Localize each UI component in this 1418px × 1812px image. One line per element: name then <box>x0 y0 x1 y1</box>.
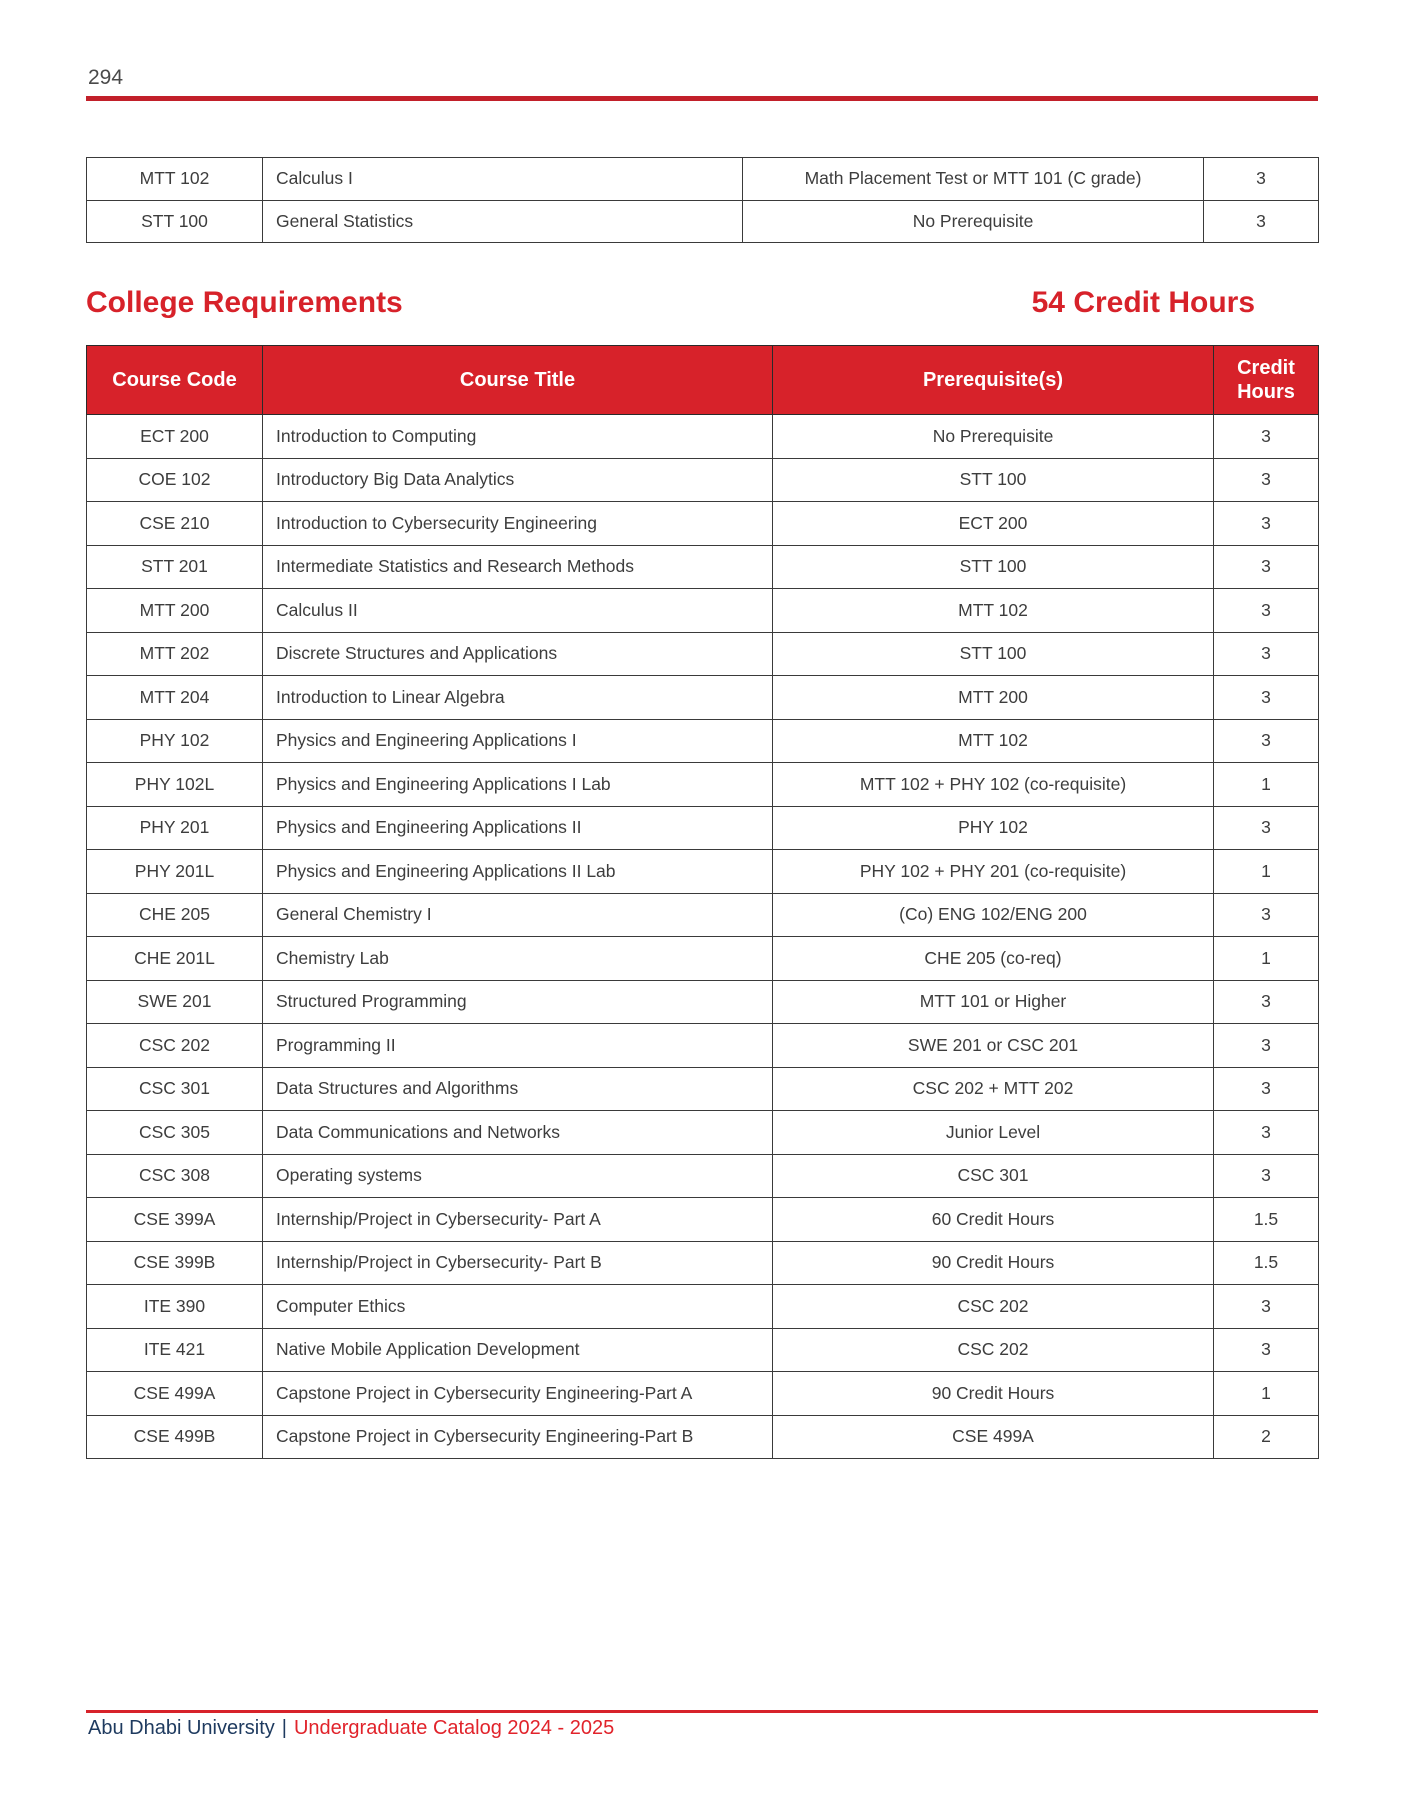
course-code-cell: PHY 201L <box>87 850 263 894</box>
table-row <box>87 1241 1319 1285</box>
credit-hours-cell: 1 <box>1214 850 1319 894</box>
course-title-cell: Operating systems <box>263 1154 773 1198</box>
prerequisite-cell: SWE 201 or CSC 201 <box>773 1024 1214 1068</box>
credit-hours-cell: 2 <box>1214 1415 1319 1459</box>
course-code-cell: CSE 499A <box>87 1372 263 1416</box>
table-row <box>87 1154 1319 1198</box>
course-code-cell: STT 100 <box>87 200 263 243</box>
table-row <box>87 632 1319 676</box>
credit-hours-cell: 3 <box>1214 806 1319 850</box>
course-title-cell: Physics and Engineering Applications I Lab <box>263 763 773 807</box>
course-code-cell: MTT 202 <box>87 632 263 676</box>
table-row <box>87 1198 1319 1242</box>
prerequisite-cell: MTT 102 <box>773 719 1214 763</box>
course-title-cell: Calculus II <box>263 589 773 633</box>
course-title-cell: Introduction to Cybersecurity Engineering <box>263 502 773 546</box>
course-title-cell: Introductory Big Data Analytics <box>263 458 773 502</box>
table-row <box>87 1415 1319 1459</box>
course-code-cell: MTT 204 <box>87 676 263 720</box>
credit-hours-cell: 3 <box>1214 1154 1319 1198</box>
prerequisite-cell: MTT 102 + PHY 102 (co-requisite) <box>773 763 1214 807</box>
credit-hours-cell: 1 <box>1214 763 1319 807</box>
prerequisite-cell: 90 Credit Hours <box>773 1241 1214 1285</box>
prerequisite-cell: CSC 202 <box>773 1285 1214 1329</box>
course-title-cell: Physics and Engineering Applications I <box>263 719 773 763</box>
prerequisite-cell: PHY 102 <box>773 806 1214 850</box>
credit-hours-cell: 3 <box>1214 502 1319 546</box>
credit-hours-cell: 3 <box>1214 589 1319 633</box>
page-footer <box>88 1717 614 1740</box>
course-title-cell: Introduction to Computing <box>263 415 773 459</box>
table-row <box>87 850 1319 894</box>
course-title-cell: Data Structures and Algorithms <box>263 1067 773 1111</box>
table-row <box>87 1024 1319 1068</box>
credit-hours-cell: 3 <box>1204 200 1319 243</box>
course-code-cell: CSE 210 <box>87 502 263 546</box>
carryover-course-table <box>86 157 1319 243</box>
course-code-cell: PHY 102L <box>87 763 263 807</box>
course-code-cell: CSC 301 <box>87 1067 263 1111</box>
course-code-cell: CHE 201L <box>87 937 263 981</box>
course-code-cell: MTT 102 <box>87 158 263 201</box>
credit-hours-cell: 3 <box>1214 458 1319 502</box>
course-code-cell: CHE 205 <box>87 893 263 937</box>
credit-hours-cell: 3 <box>1214 1067 1319 1111</box>
page-number: 294 <box>88 66 124 89</box>
course-title-cell: Internship/Project in Cybersecurity- Part A <box>263 1198 773 1242</box>
prerequisite-cell: Junior Level <box>773 1111 1214 1155</box>
table-row <box>87 545 1319 589</box>
table-row <box>87 415 1319 459</box>
table-row <box>87 1372 1319 1416</box>
credit-hours-cell: 3 <box>1214 1111 1319 1155</box>
credit-hours-cell: 1 <box>1214 937 1319 981</box>
course-code-cell: ITE 390 <box>87 1285 263 1329</box>
prerequisite-cell: Math Placement Test or MTT 101 (C grade) <box>743 158 1204 201</box>
course-title-cell: Programming II <box>263 1024 773 1068</box>
table-row <box>87 676 1319 720</box>
course-code-cell: PHY 201 <box>87 806 263 850</box>
credit-hours-cell: 3 <box>1214 545 1319 589</box>
prerequisite-cell: PHY 102 + PHY 201 (co-requisite) <box>773 850 1214 894</box>
prerequisite-cell: STT 100 <box>773 545 1214 589</box>
course-title-cell: Computer Ethics <box>263 1285 773 1329</box>
table-row <box>87 1285 1319 1329</box>
course-code-cell: CSC 202 <box>87 1024 263 1068</box>
footer-catalog: Undergraduate Catalog 2024 - 2025 <box>293 1717 615 1739</box>
header-rule <box>86 96 1318 101</box>
prerequisite-cell: MTT 102 <box>773 589 1214 633</box>
course-code-cell: ECT 200 <box>87 415 263 459</box>
prerequisite-cell: 90 Credit Hours <box>773 1372 1214 1416</box>
table-row <box>87 502 1319 546</box>
course-code-cell: COE 102 <box>87 458 263 502</box>
table-row <box>87 980 1319 1024</box>
course-code-cell: MTT 200 <box>87 589 263 633</box>
table-header-row <box>87 346 1319 415</box>
course-code-cell: CSE 399B <box>87 1241 263 1285</box>
credit-hours-cell: 1.5 <box>1214 1241 1319 1285</box>
header-credit-hours: Credit Hours <box>1214 346 1319 415</box>
course-title-cell: General Statistics <box>263 200 743 243</box>
credit-hours-cell: 3 <box>1214 1024 1319 1068</box>
course-title-cell: Introduction to Linear Algebra <box>263 676 773 720</box>
table-row <box>87 589 1319 633</box>
table-row <box>87 806 1319 850</box>
credit-hours-cell: 3 <box>1214 719 1319 763</box>
table-row <box>87 893 1319 937</box>
course-title-cell: Intermediate Statistics and Research Methods <box>263 545 773 589</box>
table-row <box>87 763 1319 807</box>
course-code-cell: CSC 308 <box>87 1154 263 1198</box>
course-code-cell: CSE 499B <box>87 1415 263 1459</box>
course-title-cell: Structured Programming <box>263 980 773 1024</box>
prerequisite-cell: No Prerequisite <box>743 200 1204 243</box>
course-code-cell: SWE 201 <box>87 980 263 1024</box>
prerequisite-cell: CSC 301 <box>773 1154 1214 1198</box>
credit-hours-cell: 3 <box>1214 415 1319 459</box>
course-title-cell: Chemistry Lab <box>263 937 773 981</box>
course-title-cell: Data Communications and Networks <box>263 1111 773 1155</box>
prerequisite-cell: STT 100 <box>773 458 1214 502</box>
prerequisite-cell: ECT 200 <box>773 502 1214 546</box>
table-row <box>87 1067 1319 1111</box>
course-title-cell: Capstone Project in Cybersecurity Engineering-Part B <box>263 1415 773 1459</box>
table-row <box>87 200 1319 243</box>
course-code-cell: CSC 305 <box>87 1111 263 1155</box>
course-code-cell: ITE 421 <box>87 1328 263 1372</box>
college-requirements-table <box>86 345 1319 1459</box>
credit-hours-cell: 3 <box>1204 158 1319 201</box>
header-prerequisites: Prerequisite(s) <box>773 346 1214 415</box>
table-row <box>87 719 1319 763</box>
course-title-cell: Calculus I <box>263 158 743 201</box>
credit-hours-cell: 3 <box>1214 1328 1319 1372</box>
table-row <box>87 158 1319 201</box>
prerequisite-cell: (Co) ENG 102/ENG 200 <box>773 893 1214 937</box>
credit-hours-cell: 1 <box>1214 1372 1319 1416</box>
prerequisite-cell: CSC 202 + MTT 202 <box>773 1067 1214 1111</box>
prerequisite-cell: MTT 101 or Higher <box>773 980 1214 1024</box>
credit-hours-cell: 1.5 <box>1214 1198 1319 1242</box>
course-title-cell: Physics and Engineering Applications II <box>263 806 773 850</box>
footer-separator: | <box>281 1717 287 1739</box>
credit-hours-cell: 3 <box>1214 1285 1319 1329</box>
prerequisite-cell: 60 Credit Hours <box>773 1198 1214 1242</box>
table-row <box>87 458 1319 502</box>
course-code-cell: CSE 399A <box>87 1198 263 1242</box>
prerequisite-cell: CSE 499A <box>773 1415 1214 1459</box>
course-title-cell: Capstone Project in Cybersecurity Engineering-Part A <box>263 1372 773 1416</box>
section-credit-total: 54 Credit Hours <box>1031 286 1255 319</box>
table-row <box>87 937 1319 981</box>
course-title-cell: General Chemistry I <box>263 893 773 937</box>
prerequisite-cell: No Prerequisite <box>773 415 1214 459</box>
credit-hours-cell: 3 <box>1214 632 1319 676</box>
course-title-cell: Physics and Engineering Applications II Lab <box>263 850 773 894</box>
table-row <box>87 1111 1319 1155</box>
credit-hours-cell: 3 <box>1214 676 1319 720</box>
course-code-cell: STT 201 <box>87 545 263 589</box>
prerequisite-cell: MTT 200 <box>773 676 1214 720</box>
credit-hours-cell: 3 <box>1214 893 1319 937</box>
course-title-cell: Internship/Project in Cybersecurity- Part B <box>263 1241 773 1285</box>
prerequisite-cell: STT 100 <box>773 632 1214 676</box>
header-course-code: Course Code <box>87 346 263 415</box>
course-title-cell: Native Mobile Application Development <box>263 1328 773 1372</box>
prerequisite-cell: CHE 205 (co-req) <box>773 937 1214 981</box>
footer-rule <box>86 1710 1318 1713</box>
prerequisite-cell: CSC 202 <box>773 1328 1214 1372</box>
footer-institution: Abu Dhabi University <box>88 1717 275 1739</box>
credit-hours-cell: 3 <box>1214 980 1319 1024</box>
header-course-title: Course Title <box>263 346 773 415</box>
course-code-cell: PHY 102 <box>87 719 263 763</box>
table-row <box>87 1328 1319 1372</box>
section-title: College Requirements <box>86 286 403 319</box>
course-title-cell: Discrete Structures and Applications <box>263 632 773 676</box>
section-heading-row <box>86 286 1318 320</box>
